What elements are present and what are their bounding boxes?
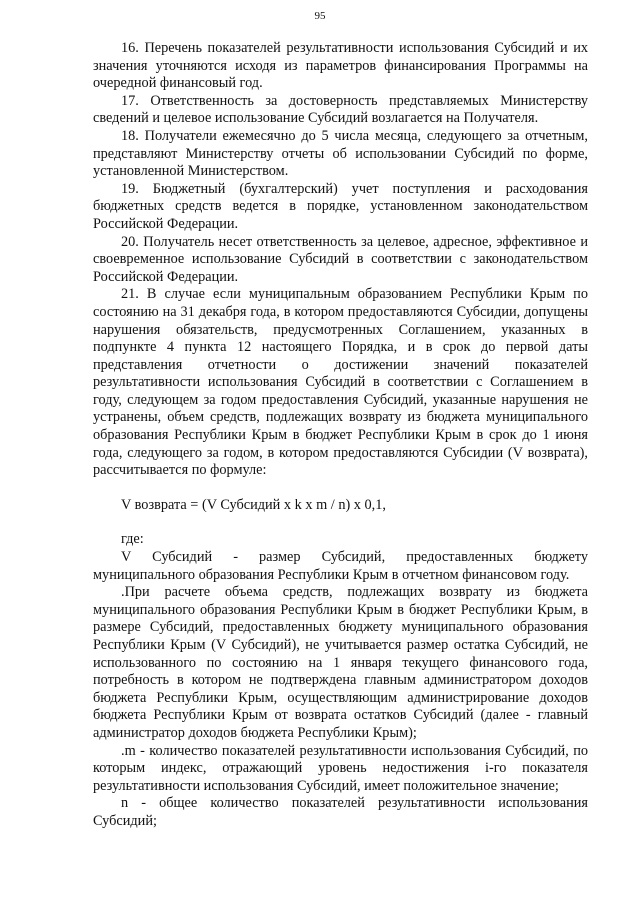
paragraph-21: 21. В случае если муниципальным образованием Республики Крым по состоянию на 31 декабря года, в котором предоставляются Субсидии, допущены нарушения обязательств, предусмотренных Соглашением, указанных в подпункте 4 пункта 12 настоящего Порядка, и в срок до первой даты представления отчетности о достижении значений показателей результативности использования Субсидий в соответствии с Соглашением в году, следующем за годом предоставления Субсидий, указанные нарушения не устранены, объем средств, подлежащих возврату из бюджета муниципального образования Республики Крым в бюджет Республики Крым в срок до 1 июня года, следующего за годом, в котором предоставляются Субсидии (V возврата), рассчитывается по формуле: [93, 286, 588, 479]
document-body [93, 40, 588, 831]
formula: V возврата = (V Субсидий x k x m / n) x 0,1, [121, 496, 386, 513]
paragraph-18: 18. Получатели ежемесячно до 5 числа месяца, следующего за отчетным, представляют Министерству отчеты об использовании Субсидий по форме, установленной Министерством. [93, 127, 588, 180]
paragraph-17: 17. Ответственность за достоверность представляемых Министерству сведений и целевое использование Субсидий возлагается на Получателя. [93, 92, 588, 127]
page-number: 95 [314, 10, 326, 22]
paragraph-20: 20. Получатель несет ответственность за целевое, адресное, эффективное и своевременное использование Субсидий в соответствии с законодательством Российской Федерации. [93, 233, 588, 285]
paragraph-16: 16. Перечень показателей результативности использования Субсидий и их значения уточняются исходя из параметров финансирования Программы на очередной финансовый год. [93, 40, 588, 92]
definition-v-subsidies: V Субсидий - размер Субсидий, предоставленных бюджету муниципального образования Республики Крым в отчетном финансовом году. [93, 549, 588, 583]
calculation-note: .При расчете объема средств, подлежащих возврату из бюджета муниципального образования Республики Крым в бюджет Республики Крым, в размере Субсидий, предоставленных бюджету муниципального образования Республики Крым (V Субсидий), не учитывается размер остатка Субсидий, не использованного по состоянию на 1 января текущего финансового года, потребность в котором не подтверждена главным администратором доходов бюджета Республики Крым, осуществляющим администрирование доходов бюджета Республики Крым от возврата остатков Субсидий (далее - главный администратор доходов бюджета Республики Крым); [93, 584, 588, 741]
definition-m: .m - количество показателей результативности использования Субсидий, по которым индекс, отражающий уровень недостижения i-го показателя результативности использования Субсидий, имеет положительное значение; [93, 742, 588, 794]
paragraph-19: 19. Бюджетный (бухгалтерский) учет поступления и расходования бюджетных средств ведется в порядке, установленном законодательством Российской Федерации. [93, 180, 588, 232]
where-label: где: [121, 531, 144, 548]
definition-n: n - общее количество показателей результативности использования Субсидий; [93, 795, 588, 829]
